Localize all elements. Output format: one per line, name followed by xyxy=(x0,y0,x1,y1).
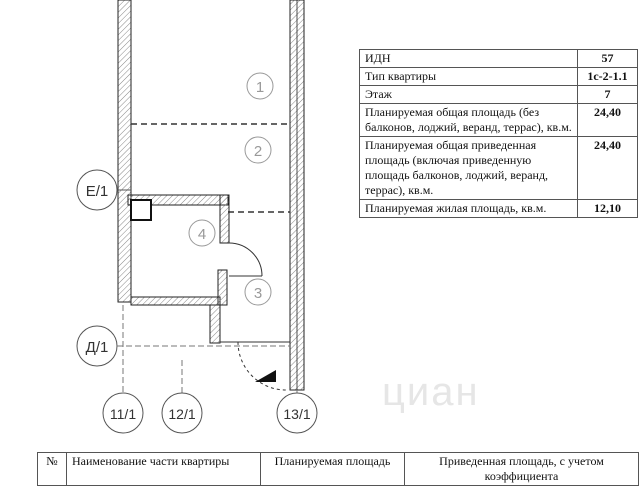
entrance-wall xyxy=(210,305,220,343)
info-label: ИДН xyxy=(360,50,578,68)
col-header-reduced: Приведенная площадь, с учетом коэффициента xyxy=(405,453,639,486)
info-label: Планируемая общая площадь (без балконов, лоджий, веранд, террас), кв.м. xyxy=(360,104,578,137)
info-value: 57 xyxy=(578,50,638,68)
col-header-area: Планируемая площадь xyxy=(261,453,405,486)
door-swing xyxy=(229,243,262,276)
entrance-arrow-icon xyxy=(255,370,276,382)
info-value: 1с-2-1.1 xyxy=(578,68,638,86)
left-wall xyxy=(118,0,131,302)
info-label: Планируемая жилая площадь, кв.м. xyxy=(360,200,578,218)
info-label: Этаж xyxy=(360,86,578,104)
room-number-1: 1 xyxy=(255,79,265,96)
info-label: Планируемая общая приведенная площадь (включая приведенную площадь балконов, лоджий, веранд, террас), кв.м. xyxy=(360,137,578,200)
ventilation-shaft xyxy=(131,200,151,220)
table-row xyxy=(360,200,638,218)
table-row xyxy=(360,104,638,137)
table-header-row xyxy=(38,453,639,486)
info-value: 7 xyxy=(578,86,638,104)
info-label: Тип квартиры xyxy=(360,68,578,86)
watermark: циан xyxy=(382,370,480,414)
entrance-door-swing xyxy=(238,342,286,390)
table-row xyxy=(360,50,638,68)
table-row xyxy=(360,68,638,86)
info-value: 24,40 xyxy=(578,104,638,137)
info-value: 24,40 xyxy=(578,137,638,200)
bathroom-right-wall xyxy=(220,195,229,243)
table-row xyxy=(360,137,638,200)
table-row xyxy=(360,86,638,104)
axis-label-12: 12/1 xyxy=(168,406,196,422)
info-value: 12,10 xyxy=(578,200,638,218)
apartment-info-table xyxy=(359,49,638,218)
axis-label-13: 13/1 xyxy=(283,406,311,422)
col-header-number: № xyxy=(38,453,67,486)
axis-label-d: Д/1 xyxy=(85,339,109,356)
room-number-3: 3 xyxy=(253,285,263,302)
col-header-name: Наименование части квартиры xyxy=(67,453,261,486)
axis-label-e: Е/1 xyxy=(85,183,109,200)
bathroom-bottom-wall xyxy=(131,297,220,305)
bathroom-bottom-wall-2 xyxy=(218,270,227,305)
room-number-2: 2 xyxy=(253,143,263,160)
rooms-table xyxy=(37,452,639,486)
axis-label-11: 11/1 xyxy=(109,406,137,422)
room-number-4: 4 xyxy=(197,226,207,243)
